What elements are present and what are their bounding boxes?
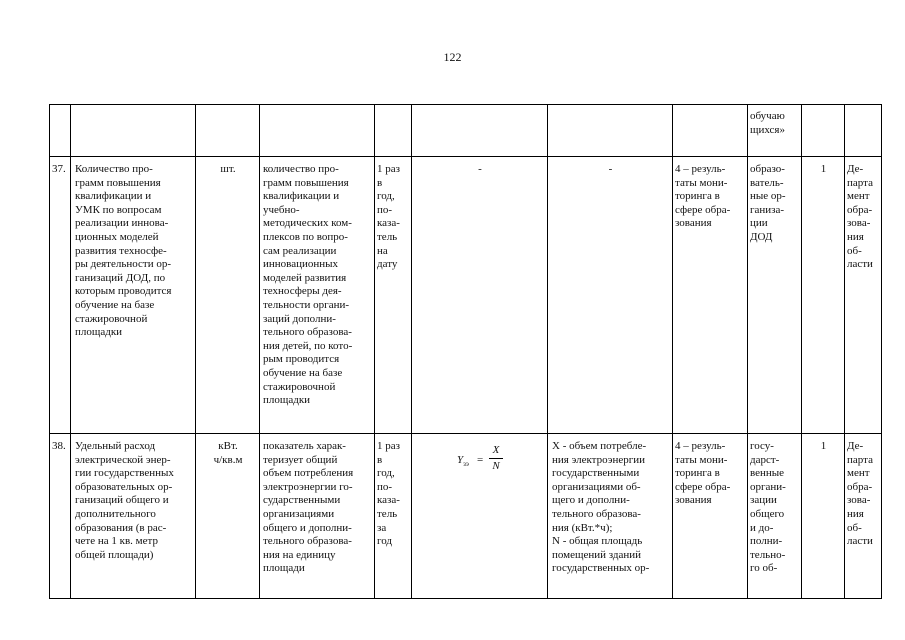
- unit: шт.: [220, 163, 236, 175]
- formula-equals: =: [477, 454, 484, 466]
- formula-numerator: X: [492, 444, 500, 456]
- page-number: 122: [443, 50, 462, 64]
- row-number: 37.: [52, 163, 66, 175]
- unit: кВт. ч/кв.м: [213, 440, 243, 466]
- table-border: [844, 104, 845, 599]
- table-border: [195, 104, 196, 599]
- table-border: [49, 433, 882, 434]
- definition: количество про- грамм повышения квалификации и учебно- методических ком- плексов по вопро- сам реализации инновационных моделей развития техносферы дея- тельности органи- заций дополни- тельного образова- ния детей, по кото- рым проводится обучение на базе стажировочной площадки: [263, 163, 353, 407]
- indicator-name: Удельный расход электрической энер- гии государственных образовательных ор- ганизаций общего и дополнительного образования (в рас- чете на 1 кв. метр общей площади): [75, 440, 174, 561]
- table-border: [259, 104, 260, 599]
- table-border: [801, 104, 802, 599]
- table-border: [70, 104, 71, 599]
- table-border: [747, 104, 748, 599]
- fraction-bar: [489, 458, 503, 459]
- periodicity: 1 раз в год, по- каза- тель на дату: [377, 163, 400, 271]
- table-border: [881, 104, 882, 599]
- observation-object: образо- ватель- ные ор- ганиза- ции ДОД: [750, 163, 786, 243]
- responsible: Де- парта мент обра- зова- ния об- ласти: [847, 163, 873, 271]
- header-cell: обучаю щихся»: [750, 110, 785, 136]
- data-source: 4 – резуль- таты мони- торинга в сфере обра- зования: [675, 440, 731, 507]
- table-border: [49, 156, 882, 157]
- indicator-name: Количество про- грамм повышения квалификации и УМК по вопросам реализации иннова- ционных моделей развития техносфе- ры деятельности ор- ганизаций ДОД, по которым проводится обучение на базе стажировочной площадки: [75, 163, 172, 339]
- value: 1: [820, 440, 827, 452]
- formula-denominator: N: [492, 460, 500, 472]
- formula: [457, 444, 552, 480]
- responsible: Де- парта мент обра- зова- ния об- ласти: [847, 440, 873, 548]
- value: 1: [820, 163, 827, 175]
- table-border: [411, 104, 412, 599]
- formula-components: -: [608, 163, 613, 175]
- formula-lhs: $Y_{зэ}$: [457, 454, 469, 469]
- formula: -: [478, 163, 482, 175]
- observation-object: госу- дарст- венные органи- зации общего и до- полни- тельно- го об-: [750, 440, 786, 575]
- table-border: [49, 104, 882, 105]
- row-number: 38.: [52, 440, 66, 452]
- periodicity: 1 раз в год, по- каза- тель за год: [377, 440, 400, 548]
- definition: показатель харак- теризует общий объем потребления электроэнергии го- сударственными организациями общего и дополни- тельного образова- ния на единицу площади: [263, 440, 354, 575]
- table-border: [49, 598, 882, 599]
- formula-components: Х - объем потребле- ния электроэнергии государственными организациями об- щего и дополни- тельного образова- ния (кВт.*ч); N - общая площадь помещений зданий государственных ор-: [552, 440, 650, 575]
- table-border: [49, 104, 50, 599]
- table-border: [547, 104, 548, 599]
- indicator-table: [49, 104, 882, 599]
- data-source: 4 – резуль- таты мони- торинга в сфере обра- зования: [675, 163, 731, 230]
